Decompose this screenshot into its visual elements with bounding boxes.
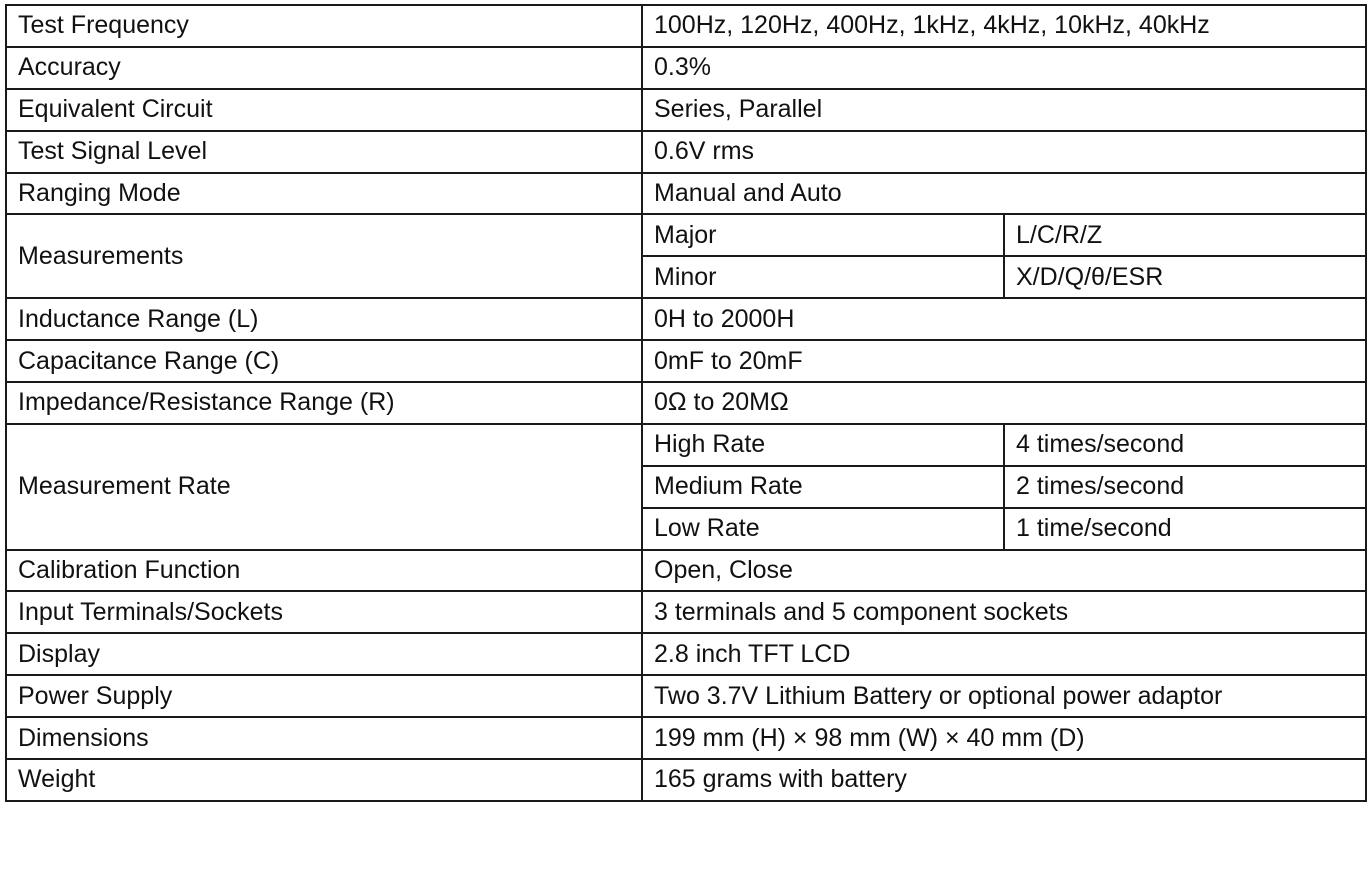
spec-label: Test Frequency <box>6 5 642 47</box>
spec-value: 0Ω to 20MΩ <box>642 382 1366 424</box>
spec-sublabel: High Rate <box>642 424 1004 466</box>
table-row <box>6 717 1366 759</box>
spec-value: 0H to 2000H <box>642 298 1366 340</box>
table-row <box>6 173 1366 215</box>
spec-subvalue: 4 times/second <box>1004 424 1366 466</box>
spec-sublabel: Low Rate <box>642 508 1004 550</box>
spec-value: 3 terminals and 5 component sockets <box>642 591 1366 633</box>
spec-subvalue: 1 time/second <box>1004 508 1366 550</box>
spec-value: 165 grams with battery <box>642 759 1366 801</box>
table-row <box>6 675 1366 717</box>
spec-label: Display <box>6 633 642 675</box>
spec-subvalue: L/C/R/Z <box>1004 214 1366 256</box>
spec-label: Power Supply <box>6 675 642 717</box>
spec-sublabel: Medium Rate <box>642 466 1004 508</box>
spec-sublabel: Minor <box>642 256 1004 298</box>
table-row <box>6 550 1366 592</box>
spec-label: Ranging Mode <box>6 173 642 215</box>
spec-label: Equivalent Circuit <box>6 89 642 131</box>
spec-label: Capacitance Range (C) <box>6 340 642 382</box>
spec-value: 2.8 inch TFT LCD <box>642 633 1366 675</box>
spec-sublabel: Major <box>642 214 1004 256</box>
table-row <box>6 214 1366 256</box>
spec-value: 199 mm (H) × 98 mm (W) × 40 mm (D) <box>642 717 1366 759</box>
spec-value: Manual and Auto <box>642 173 1366 215</box>
spec-value: 100Hz, 120Hz, 400Hz, 1kHz, 4kHz, 10kHz, 40kHz <box>642 5 1366 47</box>
table-row <box>6 591 1366 633</box>
spec-value: 0.6V rms <box>642 131 1366 173</box>
table-row <box>6 340 1366 382</box>
table-row <box>6 131 1366 173</box>
table-row <box>6 424 1366 466</box>
table-row <box>6 382 1366 424</box>
spec-table <box>5 4 1367 802</box>
table-row <box>6 759 1366 801</box>
table-row <box>6 633 1366 675</box>
spec-label: Accuracy <box>6 47 642 89</box>
spec-subvalue: 2 times/second <box>1004 466 1366 508</box>
table-row <box>6 5 1366 47</box>
spec-label: Impedance/Resistance Range (R) <box>6 382 642 424</box>
spec-value: Open, Close <box>642 550 1366 592</box>
spec-label: Dimensions <box>6 717 642 759</box>
spec-label: Inductance Range (L) <box>6 298 642 340</box>
spec-label: Measurements <box>6 214 642 298</box>
spec-label: Input Terminals/Sockets <box>6 591 642 633</box>
table-row <box>6 298 1366 340</box>
spec-value: 0.3% <box>642 47 1366 89</box>
spec-label: Weight <box>6 759 642 801</box>
table-row <box>6 89 1366 131</box>
spec-value: Series, Parallel <box>642 89 1366 131</box>
spec-label: Calibration Function <box>6 550 642 592</box>
table-row <box>6 47 1366 89</box>
spec-label: Measurement Rate <box>6 424 642 550</box>
spec-value: 0mF to 20mF <box>642 340 1366 382</box>
spec-label: Test Signal Level <box>6 131 642 173</box>
spec-subvalue: X/D/Q/θ/ESR <box>1004 256 1366 298</box>
spec-value: Two 3.7V Lithium Battery or optional power adaptor <box>642 675 1366 717</box>
